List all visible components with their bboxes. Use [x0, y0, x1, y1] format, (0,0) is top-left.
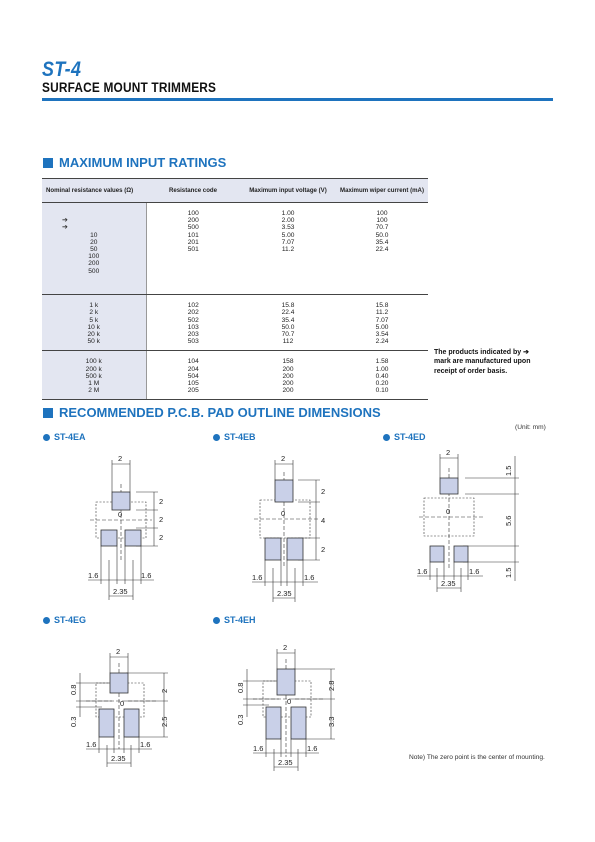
svg-text:2.35: 2.35 [277, 589, 292, 598]
pad-rect [291, 707, 306, 739]
pad-rect [101, 530, 117, 546]
pad-rect [277, 669, 295, 695]
svg-text:2: 2 [159, 515, 164, 524]
order-note-line2: mark are manufactured upon [434, 358, 531, 366]
svg-text:1.6: 1.6 [253, 744, 264, 753]
diagram-label-st-4ea: ST-4EA [43, 432, 86, 442]
resistance-codes: 100 200 500 101 201 501 [146, 203, 240, 295]
bullet-icon [213, 617, 220, 624]
product-title: ST-4 [42, 58, 82, 81]
pad-diagram-st-4eb [248, 450, 338, 610]
input-voltages: 1.00 2.00 3.53 5.00 7.07 11.2 [240, 203, 336, 295]
svg-text:1.6: 1.6 [88, 571, 99, 580]
svg-text:2: 2 [321, 545, 326, 554]
wiper-currents: 100 100 70.7 50.0 35.4 22.4 [336, 203, 428, 295]
svg-text:0: 0 [446, 507, 451, 516]
svg-text:5.6: 5.6 [504, 515, 513, 526]
svg-text:2: 2 [281, 454, 286, 463]
wiper-currents: 15.8 11.2 7.07 5.00 3.54 2.24 [336, 295, 428, 351]
svg-text:2.35: 2.35 [441, 579, 456, 588]
svg-text:1.6: 1.6 [469, 567, 480, 576]
svg-text:0.3: 0.3 [69, 716, 78, 727]
column-header-voltage: Maximum input voltage (V) [240, 179, 336, 203]
nominal-values: 10 20 50 100 200 500 [88, 231, 100, 275]
order-note-line3: receipt of order basis. [434, 367, 508, 375]
diagram-label-st-4eg: ST-4EG [43, 615, 86, 625]
input-voltages: 15.8 22.4 35.4 50.0 70.7 112 [240, 295, 336, 351]
svg-text:0.8: 0.8 [236, 682, 245, 693]
pad-diagram-st-4eg [68, 645, 178, 770]
svg-text:2: 2 [118, 454, 123, 463]
pad-rect [266, 707, 281, 739]
diagram-label-st-4ed: ST-4ED [383, 432, 426, 442]
pad-rect [430, 546, 444, 562]
svg-text:0: 0 [281, 509, 286, 518]
diagram-label-st-4eh: ST-4EH [213, 615, 256, 625]
bullet-icon [43, 434, 50, 441]
arrow-mark-icon: ➔ [62, 217, 68, 225]
pad-rect [110, 673, 128, 693]
svg-text:4: 4 [321, 516, 326, 525]
wiper-currents: 1.58 1.00 0.40 0.20 0.10 [336, 351, 428, 400]
order-basis-note [434, 348, 559, 376]
column-header-code: Resistance code [146, 179, 240, 203]
section-square-icon [43, 408, 53, 418]
bullet-icon [383, 434, 390, 441]
diagram-label-st-4eb: ST-4EB [213, 432, 256, 442]
zero-point-note: Note) The zero point is the center of mounting. [409, 754, 545, 761]
svg-text:2.35: 2.35 [278, 758, 293, 767]
nominal-values: 100 k 200 k 500 k 1 M 2 M [42, 351, 146, 400]
nominal-values: 1 k 2 k 5 k 10 k 20 k 50 k [42, 295, 146, 351]
svg-text:2: 2 [446, 448, 451, 457]
order-basis-marks [62, 217, 68, 231]
section-square-icon [43, 158, 53, 168]
svg-text:0.8: 0.8 [69, 684, 78, 695]
svg-text:2: 2 [159, 497, 164, 506]
svg-text:1.6: 1.6 [252, 573, 263, 582]
svg-text:2.5: 2.5 [160, 716, 169, 727]
arrow-mark-icon: ➔ [523, 349, 529, 356]
svg-text:2: 2 [283, 643, 288, 652]
title-divider [42, 98, 553, 101]
svg-text:0: 0 [120, 699, 125, 708]
pad-heading-text: RECOMMENDED P.C.B. PAD OUTLINE DIMENSIONS [59, 405, 381, 420]
svg-text:1.6: 1.6 [86, 740, 97, 749]
pad-diagram-st-4ed [415, 446, 525, 596]
bullet-icon [43, 617, 50, 624]
svg-text:0.3: 0.3 [236, 714, 245, 725]
table-row [42, 295, 428, 351]
svg-text:1.6: 1.6 [307, 744, 318, 753]
pad-heading [43, 405, 381, 420]
order-note-line1: The products indicated by [434, 349, 522, 356]
resistance-codes: 102 202 502 103 203 503 [146, 295, 240, 351]
ratings-heading [43, 155, 226, 170]
svg-text:0: 0 [118, 510, 123, 519]
table-row [42, 351, 428, 400]
input-voltages: 158 200 200 200 200 [240, 351, 336, 400]
svg-text:1.5: 1.5 [504, 465, 513, 476]
pad-diagram-st-4eh [235, 645, 345, 775]
svg-text:2: 2 [321, 487, 326, 496]
pad-rect [125, 530, 141, 546]
pad-rect [287, 538, 303, 560]
svg-text:1.6: 1.6 [140, 740, 151, 749]
svg-text:2: 2 [160, 688, 169, 693]
table-header-row [42, 179, 428, 203]
product-subtitle: SURFACE MOUNT TRIMMERS [42, 80, 217, 95]
pad-diagram-st-4ea [80, 450, 170, 600]
pad-rect [440, 478, 458, 494]
table-row [42, 203, 428, 295]
ratings-heading-text: MAXIMUM INPUT RATINGS [59, 155, 227, 170]
svg-text:1.6: 1.6 [417, 567, 428, 576]
svg-text:1.6: 1.6 [141, 571, 152, 580]
pad-rect [454, 546, 468, 562]
pad-rect [275, 480, 293, 502]
bullet-icon [213, 434, 220, 441]
svg-text:2: 2 [116, 647, 121, 656]
pad-rect [99, 709, 114, 737]
svg-text:3.3: 3.3 [327, 716, 336, 727]
svg-text:2.35: 2.35 [113, 587, 128, 596]
svg-text:2: 2 [159, 533, 164, 542]
svg-text:2.35: 2.35 [111, 754, 126, 763]
svg-text:0: 0 [287, 697, 292, 706]
svg-text:1.6: 1.6 [304, 573, 315, 582]
ratings-table [42, 178, 428, 400]
column-header-current: Maximum wiper current (mA) [336, 179, 428, 203]
svg-text:1.5: 1.5 [504, 567, 513, 578]
pad-rect [124, 709, 139, 737]
pad-rect [112, 492, 130, 510]
unit-note: (Unit: mm) [515, 424, 546, 431]
svg-text:2.8: 2.8 [327, 680, 336, 691]
resistance-codes: 104 204 504 105 205 [146, 351, 240, 400]
arrow-mark-icon: ➔ [62, 224, 68, 232]
column-header-nominal: Nominal resistance values (Ω) [42, 179, 146, 203]
pad-rect [265, 538, 281, 560]
